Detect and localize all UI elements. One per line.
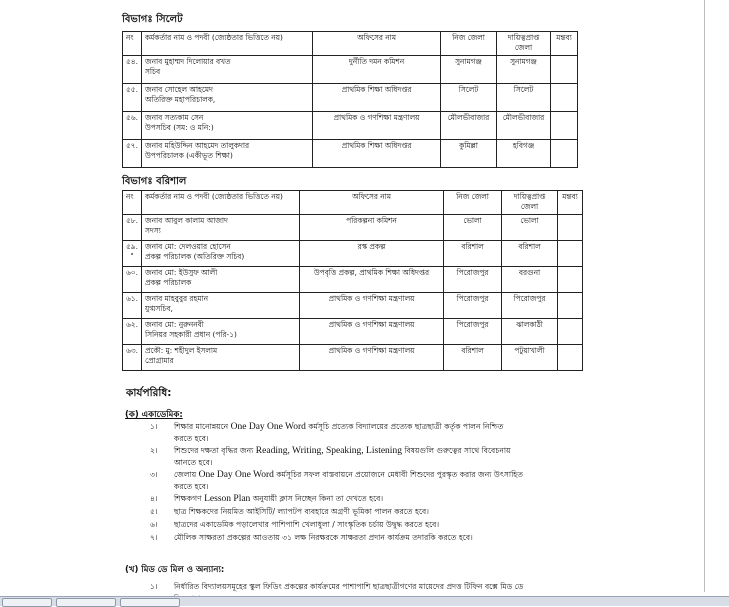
item-text-part: কর্মসূচির সফল বাস্তবায়নে প্রয়োজনে মেধাবী শিশুদের পুরস্কৃত করার জন্য উৎসাহিত [273,470,523,479]
officer-name-cell [142,345,300,371]
remark-cell [558,293,583,319]
header-no: নং [123,191,142,215]
remark-cell [558,267,583,293]
taskbar-button[interactable] [56,598,116,607]
stray-mark [131,253,133,255]
header-remark: মন্তব্য [558,191,583,215]
header-assigned: দায়িত্বপ্রাপ্ত জেলা [497,32,551,56]
officer-name-cell [142,267,300,293]
remark-cell [558,345,583,371]
officer-name: জনাব মাহবুবুর রহমান [145,294,209,303]
item-text [174,519,690,531]
item-text [174,532,690,544]
header-no: নং [123,32,142,56]
officer-title: প্রকল্প পরিচালক [145,278,192,287]
officer-title: সিনিয়র সহকারী প্রধান (পরি-১) [145,330,237,339]
home-district-cell: বরিশাল [444,345,502,371]
table-header [123,191,583,215]
assigned-district-cell: ভোলা [502,215,558,241]
officer-title: সদস্য [145,226,161,235]
officer-name: জনাব মুহাম্মদ দিলোয়ার বখত [145,57,231,66]
assigned-district-cell: বরগুনা [502,267,558,293]
row-number-cell: ৫৫. [123,84,142,112]
office-name-cell: উপবৃত্তি প্রকল্প, প্রাথমিক শিক্ষা অধিদপ্তর [300,267,444,293]
page-edge [704,0,705,592]
home-district-cell: পিরোজপুর [444,267,502,293]
item-english-term: Reading, Writing, Speaking, Listening [255,446,402,456]
home-district-cell: বরিশাল [444,241,502,267]
assigned-district-cell: মৌলভীবাজার [497,112,551,140]
officer-name-cell [142,293,300,319]
officer-title: উপপরিচালক (একীভূত শিক্ষা) [145,151,233,160]
remark-cell [558,319,583,345]
officer-name-cell [142,140,313,168]
officer-title: সচিব [145,67,161,76]
item-english-term: One Day One Word [230,422,306,432]
remark-cell [551,112,578,140]
item-number: ২। [150,446,158,455]
workplan-title: কার্যপরিধি: [126,387,172,399]
officer-name-cell [142,56,313,84]
section-title-sylhet: বিভাগঃ সিলেট [122,14,183,25]
home-district-cell: পিরোজপুর [444,319,502,345]
item-text-part: নির্ধারিত বিদ্যালয়সমূহের স্কুল ফিডিং প্রকল্পের কার্যক্রমের পাশাপাশি ছাত্রছাত্রীগণের মায়েদের প্রদত্ত টিফিন বক্সে মিড ডে [174,582,524,591]
table-row [123,112,578,140]
item-text-part: শিক্ষার মানোন্নয়নে [174,422,231,431]
officer-name: জনাব মহিউদ্দিন আহমেদ তালুকদার [145,141,250,150]
officer-title: প্রকল্প পরিচালক (অতিরিক্ত সচিব) [145,252,245,261]
table-row [123,319,583,345]
item-number: ৫। [150,507,158,516]
row-number-cell: ৫৯. [123,241,142,267]
officers-table-sylhet [122,31,578,168]
item-text-part: জেলায় [174,470,199,479]
table-row [123,293,583,319]
assigned-district-cell: বরিশাল [502,241,558,267]
home-district-cell: পিরোজপুর [444,293,502,319]
item-text-part: অনুযায়ী ক্লাস নিচ্ছেন কিনা তা দেখতে হবে। [250,494,384,503]
officer-name: জনাব মো: দেলওয়ার হোসেন [145,242,231,251]
taskbar-button[interactable] [120,598,180,607]
assigned-district-cell: পটুয়াখালী [502,345,558,371]
item-number: ৬। [150,520,158,529]
item-text [174,469,690,492]
row-number-cell: ৬২. [123,319,142,345]
table-header [123,32,578,56]
item-text [174,506,690,518]
office-name-cell: প্রাথমিক শিক্ষা অধিদপ্তর [313,140,441,168]
officer-title: যুগ্মসচিব, [145,304,173,313]
item-english-term: Lesson Plan [204,494,251,504]
item-number: ৪। [150,494,158,503]
header-office: অফিসের নাম [300,191,444,215]
header-name: কর্মকর্তার নাম ও পদবী (জ্যেষ্ঠতার ভিত্তিতে নয়) [142,32,313,56]
table-row [123,345,583,371]
academic-heading: (ক) একাডেমিক: [125,410,183,420]
officer-name: জনাব আবুল কালাম আজাদ [145,216,228,225]
item-number: ৩। [150,470,158,479]
office-name-cell: প্রাথমিক ও গণশিক্ষা মন্ত্রণালয় [300,319,444,345]
midday-heading: (খ) মিড ডে মিল ও অন্যান্য: [125,565,225,575]
item-text [174,421,690,444]
office-name-cell: পরিকল্পনা কমিশন [300,215,444,241]
remark-cell [551,140,578,168]
row-number-cell: ৫৪. [123,56,142,84]
office-name-cell: দুর্নীতি দমন কমিশন [313,56,441,84]
row-number-cell: ৫৮. [123,215,142,241]
assigned-district-cell: সুনামগঞ্জ [497,56,551,84]
item-number: ১। [150,582,158,591]
row-number-cell: ৫৭. [123,140,142,168]
officer-name: জনাব সত্যকাম সেন [145,113,204,122]
header-name: কর্মকর্তার নাম ও পদবী (জ্যেষ্ঠতার ভিত্তিতে নয়) [142,191,300,215]
home-district-cell: কুমিল্লা [441,140,497,168]
item-text-continuation: আনতে হবে। [174,458,213,467]
officer-name: জনাব মো: নুরুননবী [145,320,204,329]
item-text-part: শিক্ষকগণ [174,494,205,503]
officer-name: প্রকৌ: মু: শহীদুল ইসলাম [145,346,218,355]
taskbar-button[interactable] [2,598,52,607]
officer-name-cell [142,241,300,267]
officer-title: উপসচিব (সম: ও মনি:) [145,123,214,132]
home-district-cell: ভোলা [444,215,502,241]
header-home: নিজ জেলা [444,191,502,215]
remark-cell [558,215,583,241]
table-row [123,241,583,267]
item-number: ৭। [150,533,158,542]
header-remark: মন্তব্য [551,32,578,56]
office-name-cell: প্রাথমিক শিক্ষা অধিদপ্তর [313,84,441,112]
office-name-cell: প্রাথমিক ও গণশিক্ষা মন্ত্রণালয় [313,112,441,140]
item-text-part: ছাত্রদের একাডেমিক পড়ালেখার পাশিপাশি খেলাধুলা / সাংস্কৃতিক চর্চায় উদ্বুদ্ধ করতে হবে। [174,520,440,529]
table-row [123,56,578,84]
home-district-cell: মৌলভীবাজার [441,112,497,140]
item-text-continuation: করতে হবে। [174,434,209,443]
assigned-district-cell: সিলেট [497,84,551,112]
office-name-cell: রস্ক প্রকল্প [300,241,444,267]
item-text [174,445,690,468]
office-name-cell: প্রাথমিক ও গণশিক্ষা মন্ত্রণালয় [300,345,444,371]
table-row [123,140,578,168]
section-title-barishal: বিভাগঃ বরিশাল [122,176,187,187]
officer-name-cell [142,215,300,241]
assigned-district-cell: পিরোজপুর [502,293,558,319]
home-district-cell: সুনামগঞ্জ [441,56,497,84]
remark-cell [551,84,578,112]
header-assigned: দায়িত্বপ্রাপ্ত জেলা [502,191,558,215]
officer-title: প্রোগ্রামার [145,356,174,365]
home-district-cell: সিলেট [441,84,497,112]
officer-name-cell [142,84,313,112]
remark-cell [551,56,578,84]
row-number-cell: ৬০. [123,267,142,293]
officer-title: অতিরিক্ত মহাপরিচালক, [145,95,216,104]
remark-cell [558,241,583,267]
row-number-cell: ৬৩. [123,345,142,371]
item-text-part: কর্মসূচি প্রত্যেক বিদ্যালয়ের প্রত্যেক ছাত্রছাত্রী কর্তৃক পালন নিশ্চিত [305,422,504,431]
table-row [123,215,583,241]
row-number-cell: ৫৬. [123,112,142,140]
officer-name: জনাব মো: ইউসুফ আলী [145,268,218,277]
officer-name: জনাব সোহেল আহমেদ [145,85,213,94]
table-row [123,267,583,293]
item-text [174,493,690,505]
assigned-district-cell: হবিগঞ্জ [497,140,551,168]
assigned-district-cell: ঝালকাঠী [502,319,558,345]
item-english-term: One Day One Word [198,470,274,480]
officers-table-barishal [122,190,583,371]
header-office: অফিসের নাম [313,32,441,56]
officer-name-cell [142,112,313,140]
row-number-cell: ৬১. [123,293,142,319]
item-text-part: শিশুদের দক্ষতা বৃদ্ধির জন্য [174,446,256,455]
item-text-continuation: করতে হবে। [174,482,209,491]
officer-name-cell [142,319,300,345]
header-home: নিজ জেলা [441,32,497,56]
item-text-part: ছাত্র শিক্ষকদের নিয়মিত আইসিটি/ ল্যাপটপ ব্যবহারে অগ্রণী ভূমিকা পালন করতে হবে। [174,507,429,516]
table-row [123,84,578,112]
item-text-part: মৌলিক সাক্ষরতা প্রকল্পের আওতায় ৩১ লক্ষ নিরক্ষরকে সাক্ষরতা প্রদান কার্যক্রম তদারকি করতে হবে। [174,533,473,542]
office-name-cell: প্রাথমিক ও গণশিক্ষা মন্ত্রণালয় [300,293,444,319]
item-number: ১। [150,422,158,431]
item-text-part: বিষয়গুলি গুরুত্বের সাথে বিবেচনায় [401,446,511,455]
